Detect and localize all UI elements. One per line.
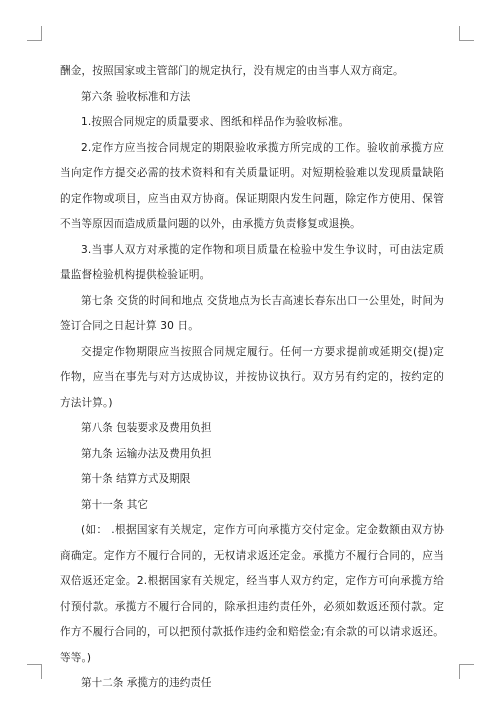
section-heading: 第十一条 其它 — [81, 498, 148, 511]
body-paragraph: 3.当事人双方对承揽的定作物和项目质量在检验中发生争议时，可由法定质量监督检验机构提供检验证明。 — [60, 243, 444, 281]
body-paragraph: 酬金，按照国家或主管部门的规定执行，没有规定的由当事人双方商定。 — [60, 65, 404, 77]
crop-mark-bottom-left — [27, 664, 42, 679]
section-heading: 第六条 验收标准和方法 — [81, 90, 191, 103]
section-heading: 第十条 结算方式及期限 — [81, 473, 191, 485]
crop-mark-top-left — [27, 26, 42, 41]
body-paragraph: 1.按照合同规定的质量要求、图纸和样品作为验收标准。 — [81, 116, 350, 128]
section-heading: 第八条 包装要求及费用负担 — [81, 422, 212, 434]
document-page — [60, 59, 444, 697]
crop-mark-bottom-right — [459, 664, 474, 679]
section-heading: 第九条 运输办法及费用负担 — [81, 447, 212, 460]
section-heading: 第十二条 承揽方的违约责任 — [81, 677, 212, 689]
body-paragraph: 2.定作方应当按合同规定的期限验收承揽方所完成的工作。验收前承揽方应当向定作方提交必需的技术资料和有关质量证明。对短期检验难以发现质量缺陷的定作物或项目，应当由双方协商。保证期限内发生问题，除定作方使用、保管不当等原因而造成质量问题的以外，由承揽方负责修复或退换。 — [60, 141, 444, 230]
body-paragraph: 交提定作物期限应当按照合同规定履行。任何一方要求提前或延期交(提)定作物，应当在事先与对方达成协议，并按协议执行。双方另有约定的，按约定的方法计算。) — [60, 345, 444, 409]
body-paragraph: (如： .根据国家有关规定，定作方可向承揽方交付定金。定金数额由双方协商确定。定作方不履行合同的，无权请求返还定金。承揽方不履行合同的，应当双倍返还定金。2.根据国家有关规定，经当事人双方约定，定作方可向承揽方给付预付款。承揽方不履行合同的，除承担违约责任外，必须如数返还预付款。定作方不履行合同的，可以把预付款抵作违约金和赔偿金;有余款的可以请求返还。等等。) — [60, 524, 444, 664]
crop-mark-top-right — [459, 26, 474, 41]
body-paragraph: 第七条 交货的时间和地点 交货地点为长吉高速长春东出口一公里处，时间为签订合同之日起计算 30 日。 — [60, 294, 444, 332]
